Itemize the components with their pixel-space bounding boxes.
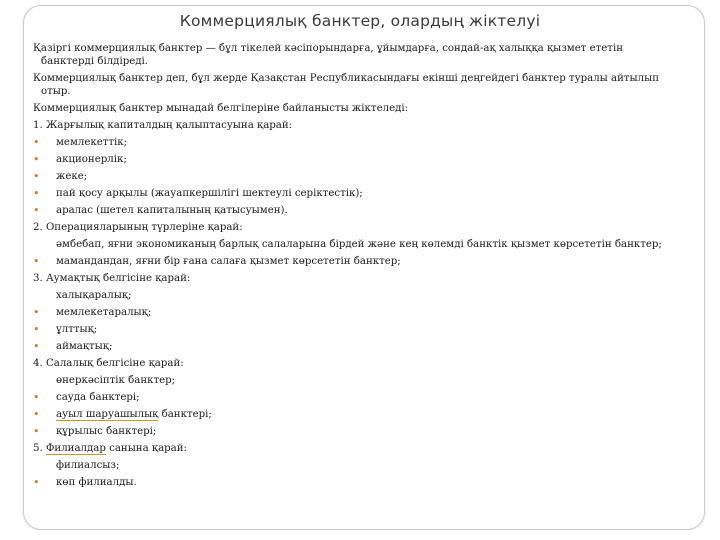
intro-paragraph-1 bbox=[33, 42, 683, 68]
section-2-heading: 2. Операцияларының түрлеріне қарай: bbox=[33, 222, 243, 233]
list-item: • сауда банктері; bbox=[33, 391, 683, 404]
section-4-heading: 4. Салалық белгісіне қарай: bbox=[33, 358, 184, 369]
slide-content bbox=[33, 42, 683, 493]
list-item: • аймақтық; bbox=[33, 340, 683, 353]
intro-2-line-2: отыр. bbox=[41, 86, 71, 97]
list-item bbox=[33, 408, 683, 421]
list-item: • мемлекеттік; bbox=[33, 136, 683, 149]
list-item: • құрылыс банктері; bbox=[33, 425, 683, 438]
list-item: • аралас (шетел капиталының қатысуымен). bbox=[33, 204, 683, 217]
agriculture-link[interactable]: ауыл шаруашылық bbox=[56, 409, 159, 420]
list-item: әмбебап, яғни экономиканың барлық салаларына бірдей және кең көлемді банктік қызмет көрсететін банктер; bbox=[56, 239, 662, 250]
list-item: өнеркәсіптік банктер; bbox=[56, 375, 176, 386]
intro-2-line-1: Коммерциялық банктер деп, бұл жерде Қазақстан Республикасындағы екінші деңгейдегі банктер туралы айтылып bbox=[33, 73, 659, 84]
list-item-text: банктері; bbox=[158, 409, 212, 420]
intro-paragraph-2 bbox=[33, 72, 683, 98]
intro-1-line-1: Қазіргі коммерциялық банктер — бұл тікелей кәсіпорындарға, ұйымдарға, сондай-ақ халыққа қызмет ететін bbox=[33, 43, 623, 54]
list-item: • жеке; bbox=[33, 170, 683, 183]
intro-1-line-2: банктерді білдіреді. bbox=[41, 56, 149, 67]
list-item: халықаралық; bbox=[56, 290, 132, 301]
list-item: • акционерлік; bbox=[33, 153, 683, 166]
list-item: филиалсыз; bbox=[56, 460, 120, 471]
list-item: • көп филиалды. bbox=[33, 476, 683, 489]
section-5-number: 5. bbox=[33, 443, 46, 454]
section-5-text: санына қарай: bbox=[105, 443, 187, 454]
intro-paragraph-3: Коммерциялық банктер мынадай белгілеріне байланысты жіктеледі: bbox=[33, 103, 409, 114]
branches-link[interactable]: Филиалдар bbox=[45, 443, 106, 454]
section-5-heading bbox=[33, 442, 683, 455]
section-1-heading: 1. Жарғылық капиталдың қалыптасуына қарай: bbox=[33, 120, 293, 131]
list-item: • ұлттық; bbox=[33, 323, 683, 336]
list-item: • пай қосу арқылы (жауапкершілігі шектеулі серіктестік); bbox=[33, 187, 683, 200]
section-3-heading: 3. Аумақтық белгісіне қарай: bbox=[33, 273, 191, 284]
list-item: • мемлекетаралық; bbox=[33, 306, 683, 319]
list-item: • мамандандан, яғни бір ғана салаға қызмет көрсететін банктер; bbox=[33, 255, 683, 268]
slide-title: Коммерциялық банктер, олардың жіктелуі bbox=[179, 12, 541, 30]
